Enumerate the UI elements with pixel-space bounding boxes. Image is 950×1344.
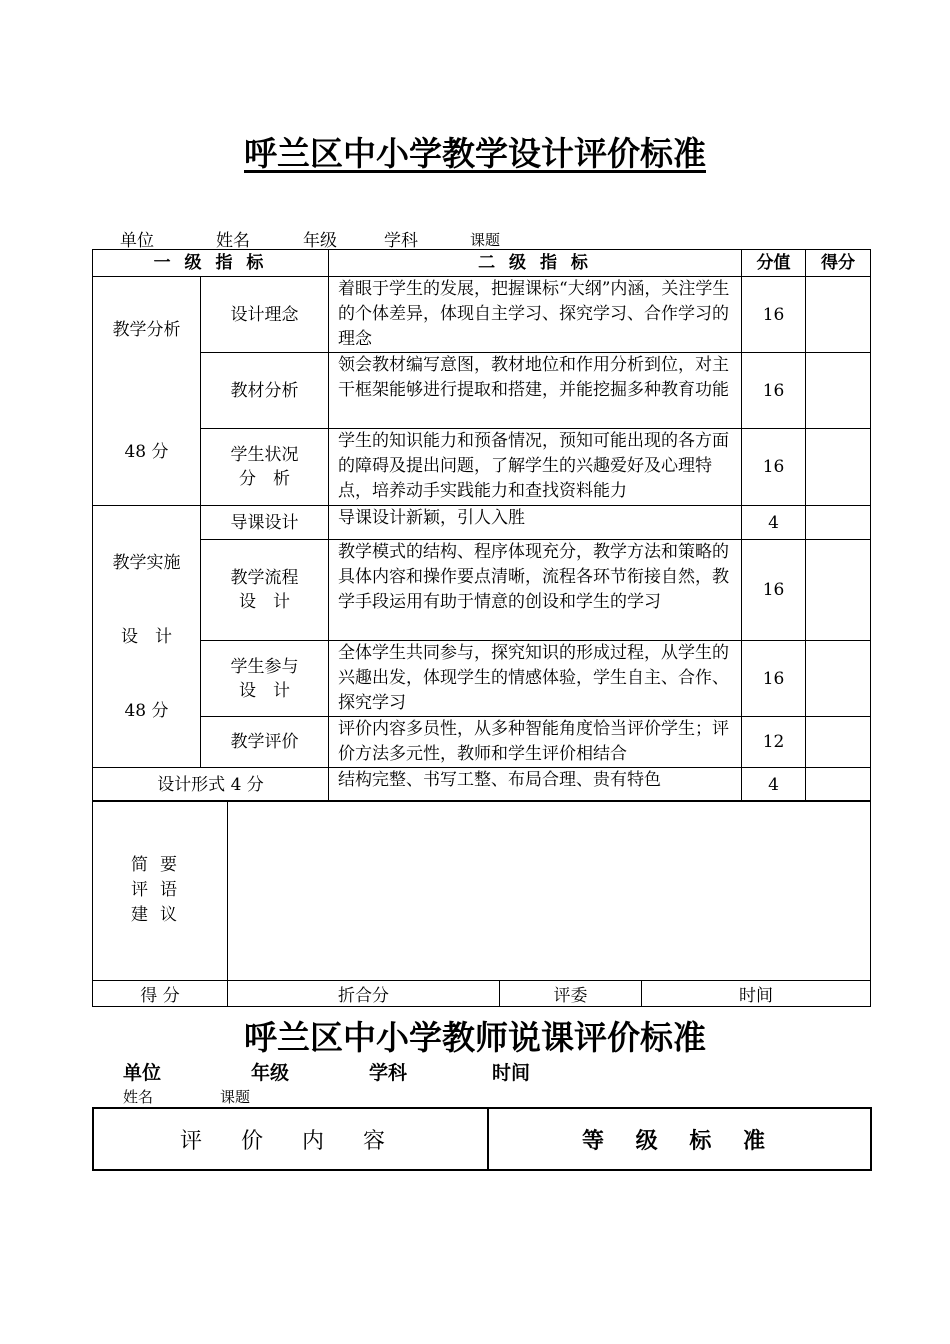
footer-time-label: 时间 xyxy=(642,981,871,1007)
meta-grade-label: 年级 xyxy=(251,1062,290,1084)
evaluation-table xyxy=(92,249,871,802)
score-input-cell[interactable] xyxy=(806,768,871,802)
sub-indicator-line: 学生参与 xyxy=(230,656,299,677)
document-title-2: 呼兰区中小学教师说课评价标准 xyxy=(244,1018,706,1057)
header-level1: 一 级 指 标 xyxy=(93,250,329,277)
section-analysis xyxy=(93,277,201,506)
indicator-description: 着眼于学生的发展，把握课标“大纲”内涵，关注学生的个体差异，体现自主学习、探究学习、合作学习的理念 xyxy=(329,277,742,353)
section-name: 教学实施 xyxy=(112,552,181,573)
indicator-description: 全体学生共同参与，探究知识的形成过程，从学生的兴趣出发，体现学生的情感体验，学生自主、合作、探究学习 xyxy=(329,641,742,717)
header-standard: 等 级 标 准 xyxy=(488,1108,871,1170)
document-title: 呼兰区中小学教学设计评价标准 xyxy=(244,134,706,173)
section-name: 教学分析 xyxy=(112,320,181,340)
score-input-cell[interactable] xyxy=(806,353,871,429)
meta-subject-label: 学科 xyxy=(369,1062,408,1084)
comment-input-area[interactable] xyxy=(228,801,871,981)
section-points: 48 分 xyxy=(124,700,169,721)
header-content: 评 价 内 容 xyxy=(93,1108,488,1170)
indicator-description: 结构完整、书写工整、布局合理、贵有特色 xyxy=(329,768,742,802)
meta-grade-label: 年级 xyxy=(303,231,337,251)
score-value: 16 xyxy=(742,353,806,429)
meta-name-label: 姓名 xyxy=(123,1088,154,1106)
section-name-line2: 设 计 xyxy=(121,626,172,647)
meta-name-label: 姓名 xyxy=(216,231,250,251)
indicator-description: 教学模式的结构、程序体现充分，教学方法和策略的具体内容和操作要点清晰，流程各环节衔接自然，教学手段运用有助于情意的创设和学生的学习 xyxy=(329,540,742,641)
sub-indicator xyxy=(201,540,329,641)
score-input-cell[interactable] xyxy=(806,429,871,506)
header-score-value: 分值 xyxy=(742,250,806,277)
comment-table xyxy=(92,800,871,1007)
header-score-got: 得分 xyxy=(806,250,871,277)
score-value: 12 xyxy=(742,717,806,768)
comment-label-line: 建议 xyxy=(131,905,189,925)
sub-indicator: 导课设计 xyxy=(201,506,329,540)
comment-label-line: 简要 xyxy=(131,855,189,875)
footer-converted-label: 折合分 xyxy=(228,981,500,1007)
lecture-evaluation-table xyxy=(92,1107,872,1171)
sub-indicator xyxy=(201,641,329,717)
score-value: 16 xyxy=(742,429,806,506)
footer-judge-label: 评委 xyxy=(500,981,642,1007)
indicator-description: 学生的知识能力和预备情况，预知可能出现的各方面的障碍及提出问题，了解学生的兴趣爱好及心理特点，培养动手实践能力和查找资料能力 xyxy=(329,429,742,506)
indicator-description: 评价内容多员性，从多种智能角度恰当评价学生；评价方法多元性，教师和学生评价相结合 xyxy=(329,717,742,768)
meta-subject-label: 学科 xyxy=(384,231,418,251)
meta-unit-label: 单位 xyxy=(123,1062,162,1084)
sub-indicator: 教材分析 xyxy=(201,353,329,429)
score-value: 4 xyxy=(742,768,806,802)
score-value: 16 xyxy=(742,540,806,641)
sub-indicator: 设计理念 xyxy=(201,277,329,353)
meta-time-label: 时间 xyxy=(492,1062,531,1084)
section-points: 48 分 xyxy=(124,442,169,462)
indicator-description: 领会教材编写意图，教材地位和作用分析到位，对主干框架能够进行提取和搭建，并能挖掘多种教育功能 xyxy=(329,353,742,429)
score-input-cell[interactable] xyxy=(806,506,871,540)
sub-indicator-line: 分 析 xyxy=(239,469,290,489)
form-row-label: 设计形式 4 分 xyxy=(93,768,329,802)
sub-indicator-line: 教学流程 xyxy=(230,568,299,588)
header-level2: 二 级 指 标 xyxy=(329,250,742,277)
meta-topic-label: 课题 xyxy=(220,1088,251,1106)
score-input-cell[interactable] xyxy=(806,277,871,353)
sub-indicator: 教学评价 xyxy=(201,717,329,768)
comment-label xyxy=(93,801,228,981)
sub-indicator-line: 设 计 xyxy=(239,680,290,701)
meta-unit-label: 单位 xyxy=(120,231,154,251)
score-input-cell[interactable] xyxy=(806,717,871,768)
meta-topic-label: 课题 xyxy=(470,231,501,249)
score-value: 16 xyxy=(742,277,806,353)
section-implementation xyxy=(93,506,201,768)
score-input-cell[interactable] xyxy=(806,540,871,641)
comment-label-line: 评语 xyxy=(131,880,189,900)
score-value: 4 xyxy=(742,506,806,540)
footer-score-label: 得 分 xyxy=(93,981,228,1007)
score-input-cell[interactable] xyxy=(806,641,871,717)
sub-indicator-line: 设 计 xyxy=(239,592,290,612)
indicator-description: 导课设计新颖，引人入胜 xyxy=(329,506,742,540)
sub-indicator-line: 学生状况 xyxy=(230,445,299,465)
score-value: 16 xyxy=(742,641,806,717)
sub-indicator xyxy=(201,429,329,506)
